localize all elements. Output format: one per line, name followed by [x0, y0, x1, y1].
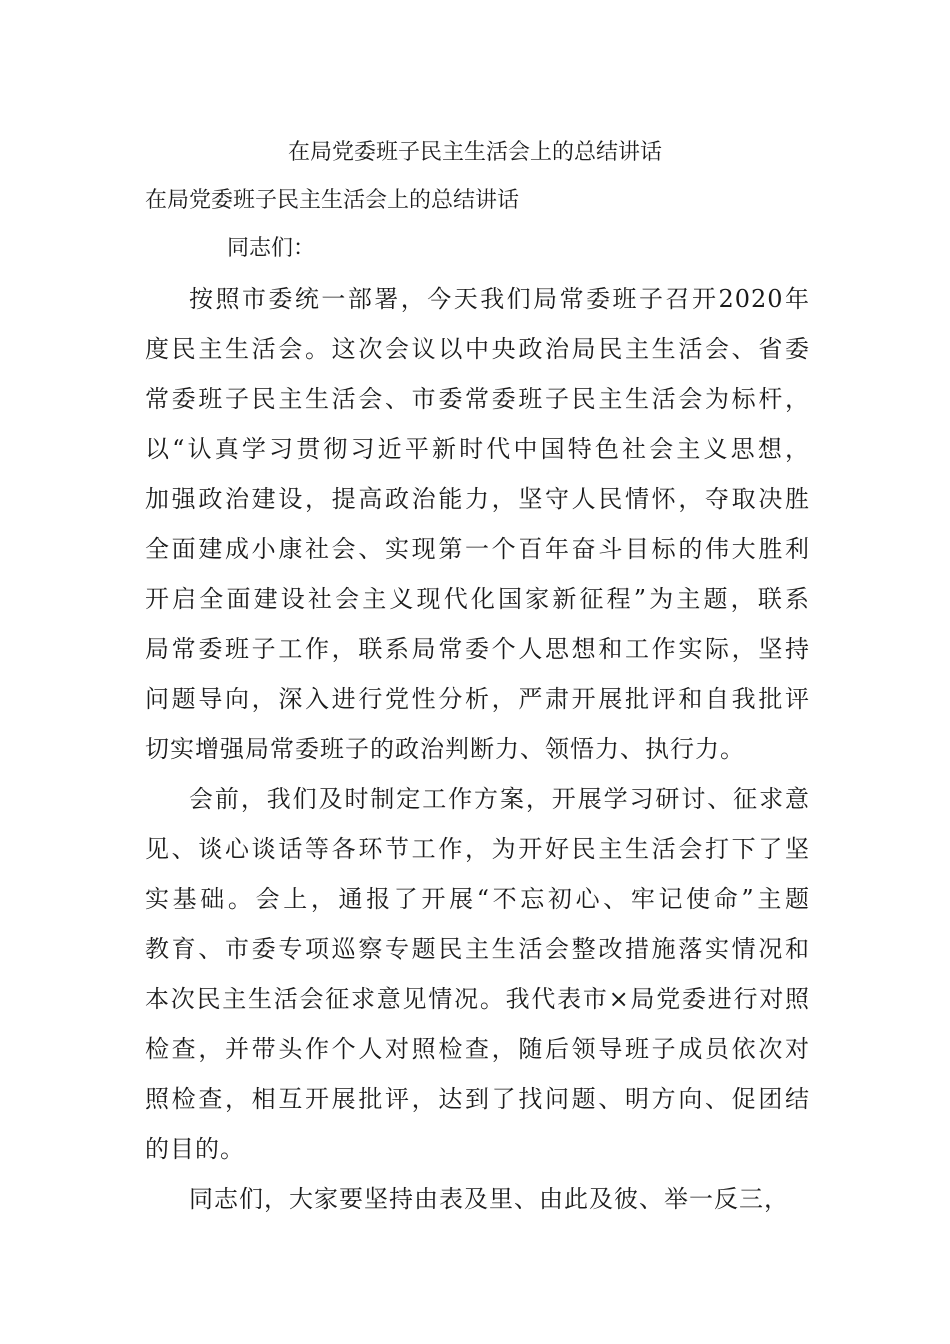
paragraph-3 — [145, 1182, 810, 1232]
paragraph-line: 问题导向，深入进行党性分析，严肃开展批评和自我批评 — [145, 685, 810, 713]
paragraph-line: 实基础。会上，通报了开展“不忘初心、牢记使命”主题 — [145, 885, 810, 913]
paragraph-line: 本次民主生活会征求意见情况。我代表市×局党委进行对照 — [145, 985, 810, 1013]
paragraph-line: 度民主生活会。这次会议以中央政治局民主生活会、省委 — [145, 335, 810, 363]
paragraph-line: 以“认真学习贯彻习近平新时代中国特色社会主义思想， — [145, 435, 810, 463]
paragraph-line: 局常委班子工作，联系局常委个人思想和工作实际，坚持 — [145, 635, 810, 663]
paragraph-line: 常委班子民主生活会、市委常委班子民主生活会为标杆， — [145, 385, 810, 413]
paragraph-line: 按照市委统一部署，今天我们局常委班子召开2020年 — [189, 285, 810, 313]
paragraph-line: 开启全面建设社会主义现代化国家新征程”为主题，联系 — [145, 585, 810, 613]
paragraph-line: 同志们，大家要坚持由表及里、由此及彼、举一反三， — [189, 1185, 789, 1213]
paragraph-line: 见、谈心谈话等各环节工作，为开好民主生活会打下了坚 — [145, 835, 810, 863]
document-subtitle: 在局党委班子民主生活会上的总结讲话 — [145, 188, 520, 213]
paragraph-1 — [145, 282, 810, 782]
paragraph-2 — [145, 782, 810, 1182]
paragraph-line: 教育、市委专项巡察专题民主生活会整改措施落实情况和 — [145, 935, 810, 963]
paragraph-line: 会前，我们及时制定工作方案，开展学习研讨、征求意 — [189, 785, 810, 813]
paragraph-line: 检查，并带头作个人对照检查，随后领导班子成员依次对 — [145, 1035, 810, 1063]
paragraph-line: 切实增强局常委班子的政治判断力、领悟力、执行力。 — [145, 735, 745, 763]
paragraph-line: 加强政治建设，提高政治能力，坚守人民情怀，夺取决胜 — [145, 485, 810, 513]
document-title: 在局党委班子民主生活会上的总结讲话 — [287, 140, 662, 165]
greeting: 同志们： — [227, 236, 316, 261]
paragraph-line: 照检查，相互开展批评，达到了找问题、明方向、促团结 — [145, 1085, 810, 1113]
paragraph-line: 的目的。 — [145, 1135, 245, 1163]
paragraph-line: 全面建成小康社会、实现第一个百年奋斗目标的伟大胜利 — [145, 535, 810, 563]
